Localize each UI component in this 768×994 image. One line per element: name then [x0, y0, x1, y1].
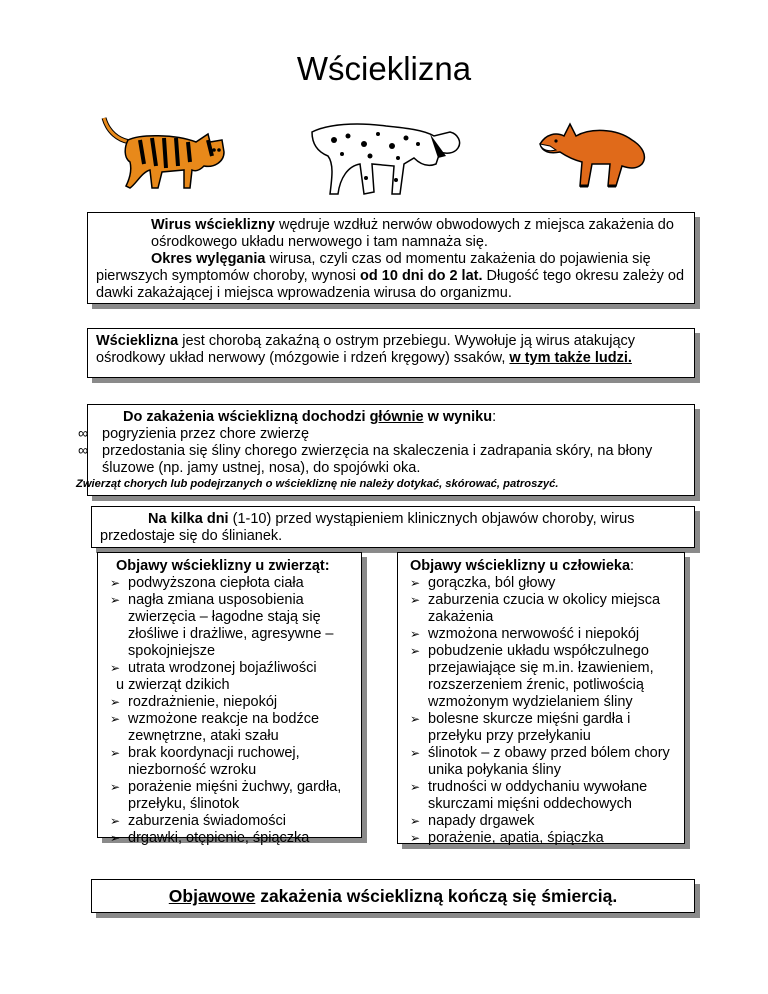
- animal-symptoms-box: [97, 552, 362, 846]
- virus-spread-paragraph: [96, 217, 686, 251]
- list-item: [106, 660, 353, 694]
- definition-box: [87, 328, 695, 378]
- infection-heading-a: Do zakażenia wścieklizną dochodzi: [123, 409, 370, 425]
- salivary-box: [91, 506, 695, 548]
- human-symptoms-box: [397, 552, 685, 844]
- list-item: ∞ pogryzienia przez chore zwierzę: [78, 426, 686, 443]
- dog-illustration: [308, 118, 464, 198]
- warning-note: Zwierząt chorych lub podejrzanych o wściekliznę nie należy dotykać, skórować, patroszyć.: [76, 478, 559, 490]
- list-item: ∞ przedostania się śliny chorego zwierzęcia na skaleczenia i zadrapania skóry, na błony śluzowe (np. jamy ustnej, nosa), do spojówki oka.: [78, 443, 686, 477]
- salivary-text: (1-10) przed wystąpieniem klinicznych objawów choroby, wirus przedostaje się do ślinianek.: [100, 511, 635, 544]
- page-title: Wścieklizna: [296, 50, 472, 87]
- human-symptoms-heading-text: Objawy wścieklizny u człowieka: [410, 558, 631, 574]
- list-item: ➢ wzmożone reakcje na bodźce zewnętrzne, ataki szału: [106, 711, 353, 745]
- incubation-text-b: Długość tego okresu zależy od dawki zakażającej i miejsca wprowadzenia wirusa do organizmu.: [96, 268, 685, 301]
- list-item: ➢ napady drgawek: [406, 813, 676, 830]
- infection-heading-b: w wyniku: [423, 409, 493, 425]
- virus-spread-text: wędruje wzdłuż nerwów obwodowych z miejsca zakażenia do ośrodkowego układu nerwowego i tam namnaża się.: [151, 217, 674, 250]
- list-item: ➢ brak koordynacji ruchowej, niezborność wzroku: [106, 745, 353, 779]
- definition-text: jest chorobą zakaźną o ostrym przebiegu. Wywołuje ją wirus atakujący ośrodkowy układ nerwowy (mózgowie i rdzeń kręgowy) ssaków,: [96, 333, 636, 366]
- animal-symptoms-heading: Objawy wścieklizny u zwierząt:: [116, 558, 330, 574]
- list-item: ➢ drgawki, otępienie, śpiączka: [106, 830, 353, 847]
- animal-symptoms-list: [106, 575, 353, 847]
- virus-term: Wirus wścieklizny: [151, 217, 275, 233]
- human-symptoms-heading-colon: :: [630, 558, 635, 574]
- fox-illustration: [536, 116, 652, 190]
- list-item: ➢ gorączka, ból głowy: [406, 575, 676, 592]
- list-item: ➢ porażenie mięśni żuchwy, gardła, przełyku, ślinotok: [106, 779, 353, 813]
- conclusion-emphasis: Objawowe: [168, 886, 256, 906]
- virus-info-box: [87, 212, 695, 304]
- salivary-paragraph: [100, 511, 635, 544]
- conclusion-box: [91, 879, 695, 913]
- incubation-paragraph: [96, 251, 686, 302]
- infection-heading-colon: :: [492, 409, 497, 425]
- list-item: ➢ podwyższona ciepłota ciała: [106, 575, 353, 592]
- list-item: ➢ trudności w oddychaniu wywołane skurczami mięśni oddechowych: [406, 779, 676, 813]
- infection-causes-list: [78, 426, 686, 477]
- incubation-range: od 10 dni do 2 lat.: [360, 268, 483, 284]
- infection-causes-box: [76, 404, 695, 496]
- wild-animals-note: u zwierząt dzikich: [116, 677, 230, 693]
- infection-heading: [88, 409, 686, 426]
- list-item: ➢ zaburzenia świadomości: [106, 813, 353, 830]
- list-item-text: utrata wrodzonej bojaźliwości: [128, 660, 317, 676]
- list-item: ➢ zaburzenia czucia w okolicy miejsca zakażenia: [406, 592, 676, 626]
- cat-illustration: [100, 112, 232, 192]
- human-symptoms-list: [406, 575, 676, 847]
- conclusion-text: zakażenia wścieklizną kończą się śmiercią.: [255, 886, 618, 906]
- list-item: ➢ wzmożona nerwowość i niepokój: [406, 626, 676, 643]
- list-item: ➢ ślinotok – z obawy przed bólem chory unika połykania śliny: [406, 745, 676, 779]
- infection-heading-mainly: głównie: [369, 409, 424, 425]
- list-item: ➢ nagła zmiana usposobienia zwierzęcia – łagodne stają się złośliwe i drażliwe, agresywne – spokojniejsze: [106, 592, 353, 660]
- list-item: ➢ pobudzenie układu współczulnego przejawiające się m.in. łzawieniem, rozszerzeniem źrenic, potliwością wzmożonym wydzielaniem śliny: [406, 643, 676, 711]
- salivary-term: Na kilka dni: [148, 511, 229, 527]
- list-item: ➢ rozdrażnienie, niepokój: [106, 694, 353, 711]
- rabies-term: Wścieklizna: [96, 333, 179, 349]
- incubation-term: Okres wylęgania: [151, 251, 266, 267]
- humans-emphasis: w tym także ludzi.: [509, 350, 632, 366]
- incubation-text-a: wirusa, czyli czas od momentu zakażenia do pojawienia się pierwszych symptomów choroby, wynosi: [96, 251, 651, 284]
- list-item: ➢ porażenie, apatia, śpiączka: [406, 830, 676, 847]
- list-item: ➢ bolesne skurcze mięśni gardła i przełyku przy przełykaniu: [406, 711, 676, 745]
- human-symptoms-heading: [406, 558, 676, 575]
